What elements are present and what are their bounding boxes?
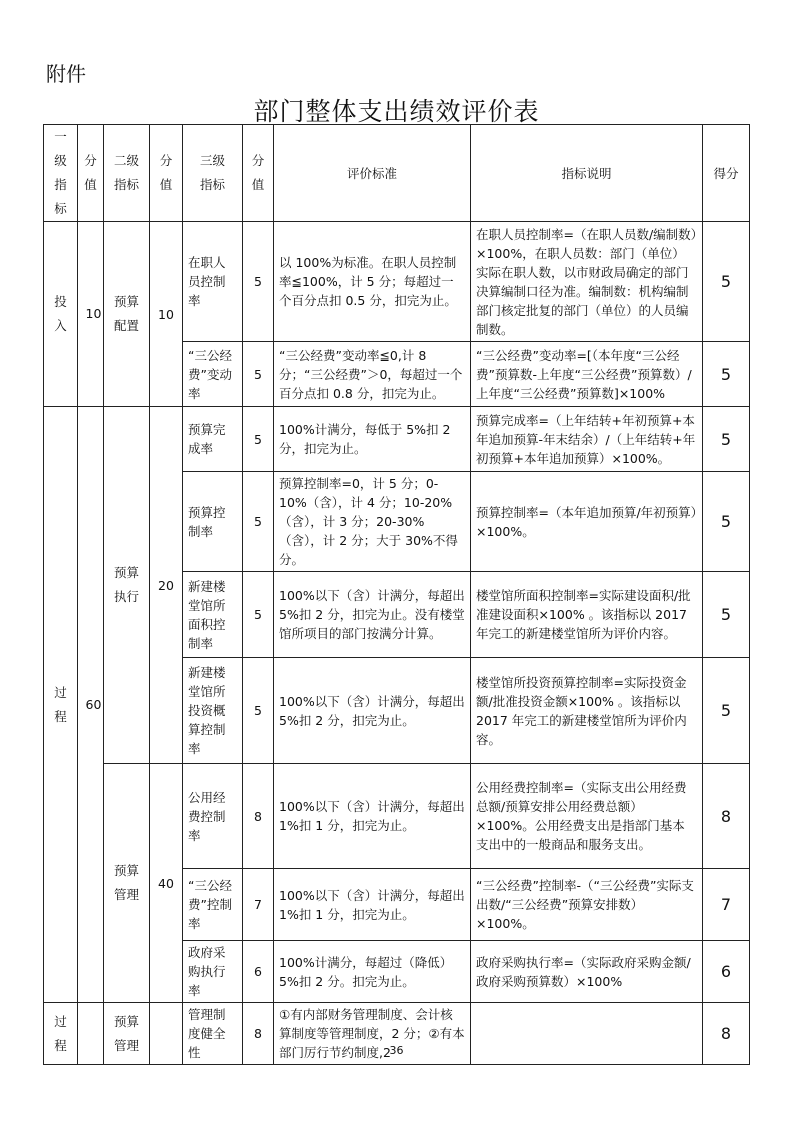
attachment-label: 附件 xyxy=(46,62,86,86)
subgroup-budget-exec-label: 预算执行 xyxy=(104,407,150,764)
indicator-name: “三公经费”变动率 xyxy=(183,342,243,407)
header-level1: 一级指标 xyxy=(44,125,78,222)
indicator-score: 8 xyxy=(243,764,274,869)
indicator-result: 8 xyxy=(703,764,750,869)
group-process-label: 过程 xyxy=(44,407,78,1003)
header-description: 指标说明 xyxy=(471,125,703,222)
indicator-criteria: 预算控制率=0，计 5 分；0-10%（含），计 4 分；10-20%（含），计 3 分；20-30%（含），计 2 分；大于 30%不得分。 xyxy=(274,472,471,572)
indicator-criteria: 100%计满分，每超过（降低）5%扣 2 分。扣完为止。 xyxy=(274,941,471,1003)
indicator-criteria: 100%以下（含）计满分，每超出 1%扣 1 分，扣完为止。 xyxy=(274,764,471,869)
indicator-name: 在职人员控制率 xyxy=(183,222,243,342)
subgroup-budget-mgmt2-label: 预算管理 xyxy=(104,1003,150,1065)
evaluation-table xyxy=(43,124,750,1065)
indicator-score: 5 xyxy=(243,407,274,472)
indicator-result: 5 xyxy=(703,342,750,407)
indicator-description: “三公经费”控制率-（“三公经费”实际支出数/“三公经费”预算安排数）×100%。 xyxy=(471,869,703,941)
indicator-description: 楼堂馆所投资预算控制率=实际投资金额/批准投资金额×100% 。该指标以 2017 年完工的新建楼堂馆所为评价内容。 xyxy=(471,658,703,764)
indicator-description: 预算完成率=（上年结转+年初预算+本年追加预算-年末结余）/（上年结转+年初预算+本年追加预算）×100%。 xyxy=(471,407,703,472)
indicator-criteria: 100%以下（含）计满分，每超出 5%扣 2 分，扣完为止。没有楼堂馆所项目的部门按满分计算。 xyxy=(274,572,471,658)
indicator-name: 新建楼堂馆所面积控制率 xyxy=(183,572,243,658)
indicator-result: 8 xyxy=(703,1003,750,1065)
subgroup-budget-mgmt-score: 40 xyxy=(150,764,183,1003)
indicator-name: 政府采购执行率 xyxy=(183,941,243,1003)
group-input-score: 10 xyxy=(78,222,104,407)
indicator-name: 公用经费控制率 xyxy=(183,764,243,869)
indicator-score: 6 xyxy=(243,941,274,1003)
header-score3: 分值 xyxy=(243,125,274,222)
indicator-result: 5 xyxy=(703,572,750,658)
indicator-description: 在职人员控制率=（在职人员数/编制数）×100%，在职人员数：部门（单位）实际在职人数，以市财政局确定的部门决算编制口径为准。编制数：机构编制部门核定批复的部门（单位）的人员编制数。 xyxy=(471,222,703,342)
indicator-result: 5 xyxy=(703,658,750,764)
indicator-score: 5 xyxy=(243,658,274,764)
group-process-score: 60 xyxy=(78,407,104,1003)
indicator-description: 楼堂馆所面积控制率=实际建设面积/批准建设面积×100% 。该指标以 2017 年完工的新建楼堂馆所为评价内容。 xyxy=(471,572,703,658)
group-input-label: 投入 xyxy=(44,222,78,407)
indicator-description: 预算控制率=（本年追加预算/年初预算）×100%。 xyxy=(471,472,703,572)
indicator-name: 预算控制率 xyxy=(183,472,243,572)
table-row xyxy=(44,407,750,472)
indicator-result: 6 xyxy=(703,941,750,1003)
indicator-result: 5 xyxy=(703,222,750,342)
indicator-score: 5 xyxy=(243,472,274,572)
indicator-description: 公用经费控制率=（实际支出公用经费总额/预算安排公用经费总额）×100%。公用经费支出是指部门基本支出中的一般商品和服务支出。 xyxy=(471,764,703,869)
indicator-score: 7 xyxy=(243,869,274,941)
indicator-result: 7 xyxy=(703,869,750,941)
indicator-score: 5 xyxy=(243,572,274,658)
subgroup-budget-config-label: 预算配置 xyxy=(104,222,150,407)
page-number: 36 xyxy=(389,1044,404,1057)
indicator-name: 预算完成率 xyxy=(183,407,243,472)
subgroup-budget-config-score: 10 xyxy=(150,222,183,407)
indicator-result: 5 xyxy=(703,407,750,472)
header-result: 得分 xyxy=(703,125,750,222)
header-row xyxy=(44,125,750,222)
table-row xyxy=(44,222,750,342)
indicator-description: “三公经费”变动率=[（本年度“三公经费”预算数-上年度“三公经费”预算数）/上年度“三公经费”预算数]×100% xyxy=(471,342,703,407)
subgroup-budget-mgmt-label: 预算管理 xyxy=(104,764,150,1003)
indicator-score: 8 xyxy=(243,1003,274,1065)
indicator-score: 5 xyxy=(243,342,274,407)
indicator-result: 5 xyxy=(703,472,750,572)
indicator-description: 政府采购执行率=（实际政府采购金额/政府采购预算数）×100% xyxy=(471,941,703,1003)
header-level3: 三级指标 xyxy=(183,125,243,222)
header-score2: 分值 xyxy=(150,125,183,222)
indicator-name: “三公经费”控制率 xyxy=(183,869,243,941)
indicator-criteria: ①有内部财务管理制度、会计核算制度等管理制度，2 分；②有本部门厉行节约制度,2 xyxy=(274,1003,471,1065)
subgroup-budget-exec-score: 20 xyxy=(150,407,183,764)
indicator-criteria: “三公经费”变动率≦0,计 8 分；“三公经费”＞0，每超过一个百分点扣 0.8 分，扣完为止。 xyxy=(274,342,471,407)
indicator-name: 新建楼堂馆所投资概算控制率 xyxy=(183,658,243,764)
indicator-criteria: 以 100%为标准。在职人员控制率≦100%，计 5 分；每超过一个百分点扣 0.5 分，扣完为止。 xyxy=(274,222,471,342)
indicator-criteria: 100%以下（含）计满分，每超出 1%扣 1 分，扣完为止。 xyxy=(274,869,471,941)
header-criteria: 评价标准 xyxy=(274,125,471,222)
header-level2: 二级指标 xyxy=(104,125,150,222)
indicator-criteria: 100%计满分，每低于 5%扣 2 分，扣完为止。 xyxy=(274,407,471,472)
indicator-criteria: 100%以下（含）计满分，每超出 5%扣 2 分，扣完为止。 xyxy=(274,658,471,764)
header-score1: 分值 xyxy=(78,125,104,222)
group-process2-label: 过程 xyxy=(44,1003,78,1065)
table-row xyxy=(44,764,750,869)
indicator-name: 管理制度健全性 xyxy=(183,1003,243,1065)
page-title: 部门整体支出绩效评价表 xyxy=(253,97,540,126)
indicator-score: 5 xyxy=(243,222,274,342)
